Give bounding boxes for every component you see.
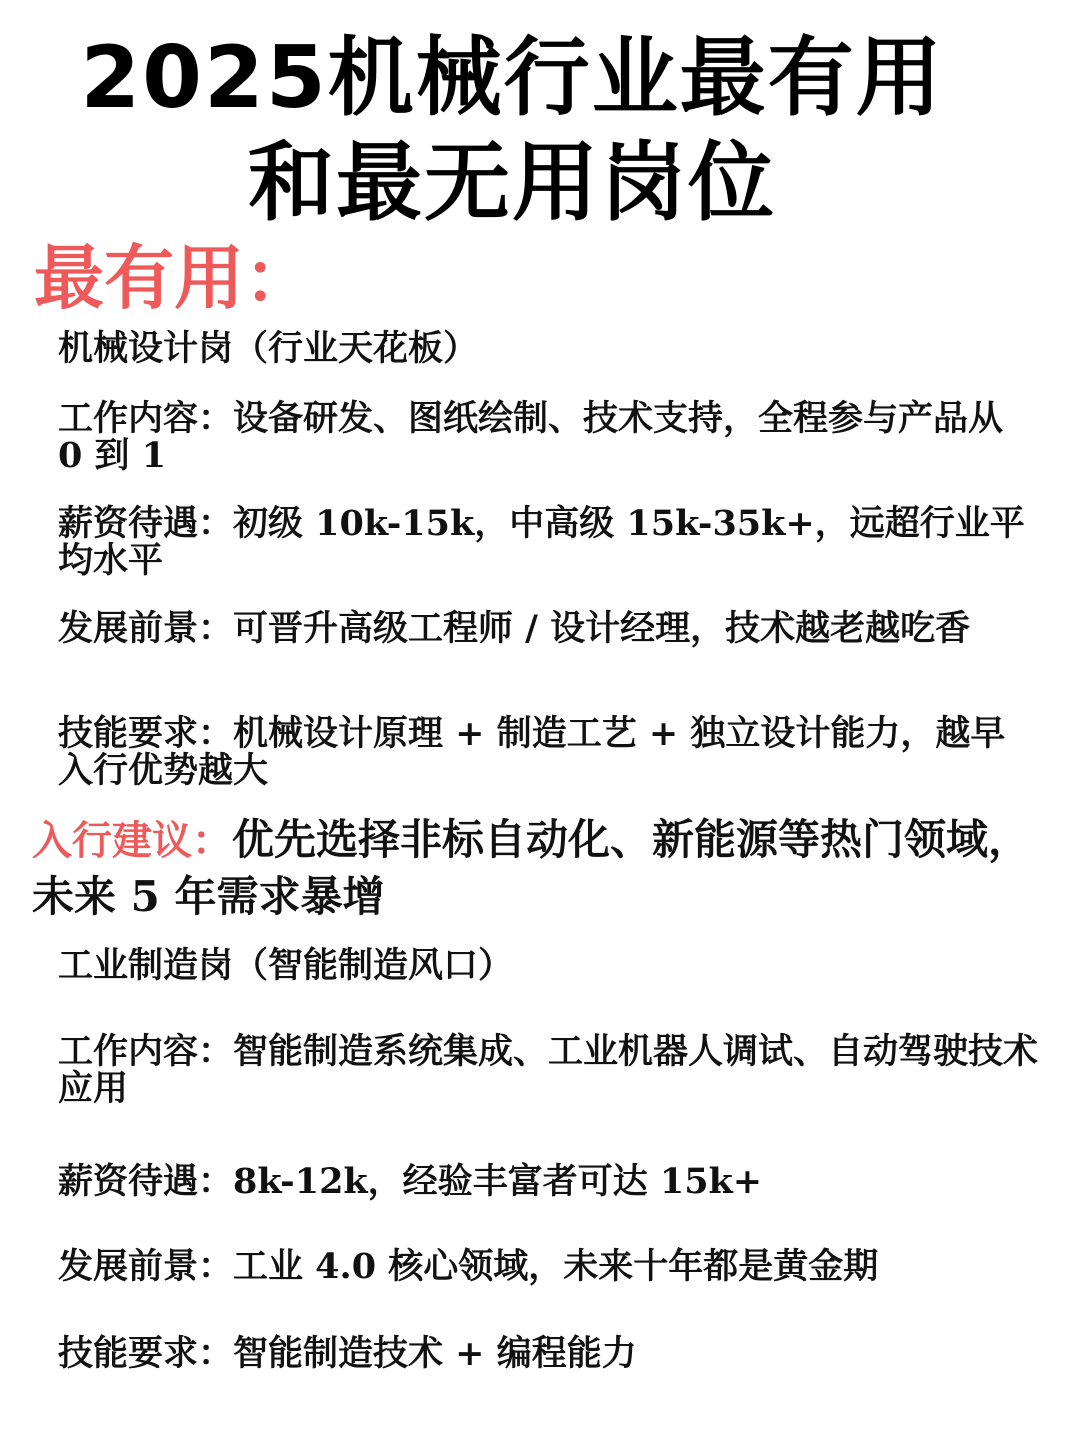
job-salary: 薪资待遇：初级 10k-15k，中高级 15k-35k+，远超行业平均水平 [58, 503, 1025, 581]
job-prospect: 发展前景：可晋升高级工程师 / 设计经理，技术越老越吃香 [58, 608, 971, 649]
entry-advice-label: 入行建议： [32, 818, 232, 864]
entry-advice [32, 812, 1062, 925]
section-title-most-useful: 最有用： [34, 237, 314, 319]
job-salary: 薪资待遇：8k-12k，经验丰富者可达 15k+ [58, 1161, 763, 1202]
job-prospect: 发展前景：工业 4.0 核心领域，未来十年都是黄金期 [58, 1246, 879, 1287]
page-title-line-2: 和最无用岗位 [248, 133, 776, 233]
job-work-content: 工作内容：智能制造系统集成、工业机器人调试、自动驾驶技术应用 [58, 1031, 1039, 1109]
job-skills: 技能要求：智能制造技术 + 编程能力 [58, 1333, 637, 1374]
job-work-content: 工作内容：设备研发、图纸绘制、技术支持，全程参与产品从 0 到 1 [58, 398, 1004, 476]
job-title: 工业制造岗（智能制造风口） [58, 945, 514, 986]
page-title-line-1: 2025机械行业最有用 [80, 28, 944, 128]
entry-advice-text: 优先选择非标自动化、新能源等热门领域，未来 5 年需求暴增 [32, 815, 1031, 921]
job-title: 机械设计岗（行业天花板） [58, 328, 479, 369]
job-skills: 技能要求：机械设计原理 + 制造工艺 + 独立设计能力，越早入行优势越大 [58, 713, 1006, 791]
